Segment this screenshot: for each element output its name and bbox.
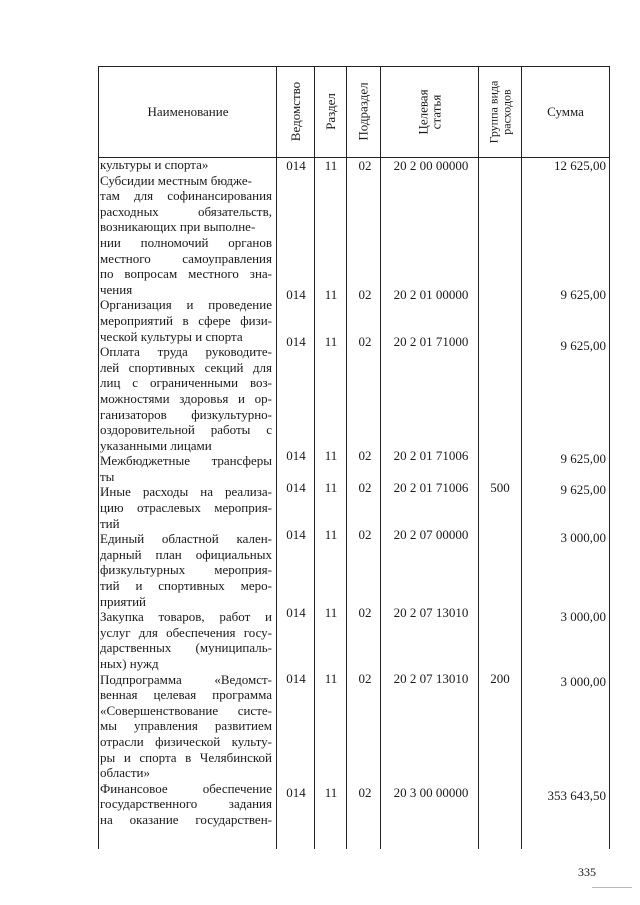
- name-line: лей спортивных секций для: [100, 359, 272, 375]
- name-line: ты: [100, 468, 115, 484]
- cell-razdel: 11: [324, 158, 338, 173]
- col-divider: [276, 66, 277, 849]
- cell-summa: 9 625,00: [560, 287, 606, 302]
- cell-celevaya: 20 2 01 00000: [393, 287, 469, 302]
- cell-gruppa: 200: [490, 671, 510, 686]
- cell-podrazdel: 02: [358, 334, 372, 349]
- cell-podrazdel: 02: [358, 785, 372, 800]
- cell-celevaya: 20 2 07 00000: [393, 527, 469, 542]
- cell-vedomstvo: 014: [286, 448, 306, 463]
- cell-gruppa: [480, 334, 520, 350]
- cell-podrazdel: 02: [358, 527, 372, 542]
- cell-vedomstvo: 014: [286, 785, 306, 800]
- name-line: Закупка товаров, работ и: [100, 609, 272, 625]
- col-divider: [314, 66, 315, 849]
- cell-razdel: 11: [324, 605, 338, 620]
- name-line: там для софинансирования: [100, 188, 272, 204]
- cell-summa: 12 625,00: [554, 158, 606, 173]
- cell-razdel: 11: [324, 671, 338, 686]
- cell-podrazdel: 02: [358, 287, 372, 302]
- cell-vedomstvo: 014: [286, 158, 306, 173]
- name-line: нии полномочий органов: [100, 234, 272, 250]
- name-line: Подпрограмма «Ведомст-: [100, 671, 272, 687]
- cell-celevaya: 20 3 00 00000: [393, 785, 469, 800]
- name-line: венная целевая программа: [100, 687, 272, 703]
- header-gruppa-vida-rashodov: Группа вида расходов: [486, 80, 513, 143]
- cell-summa: 3 000,00: [560, 530, 606, 545]
- cell-gruppa: [480, 785, 520, 801]
- name-line: указанными лицами: [100, 437, 212, 453]
- name-line: Межбюджетные трансферы: [100, 453, 272, 469]
- name-line: можностями здоровья и ор-: [100, 390, 272, 406]
- name-line: культуры и спорта»: [100, 157, 209, 172]
- cell-summa: 353 643,50: [547, 788, 606, 803]
- name-line: дарный план официальных: [100, 546, 272, 562]
- cell-gruppa: [480, 448, 520, 464]
- name-line: Единый областной кален-: [100, 531, 272, 547]
- name-line: мы управления развитием: [100, 718, 272, 734]
- name-line: Оплата труда руководите-: [100, 344, 272, 360]
- name-line: области»: [100, 765, 150, 781]
- col-divider: [521, 66, 522, 849]
- name-line: оздоровительной работы с: [100, 422, 272, 438]
- header-podrazdel: Подраздел: [356, 82, 372, 141]
- name-line: лиц с ограниченными воз-: [100, 375, 272, 391]
- cell-gruppa: [480, 287, 520, 303]
- header-name: Наименование: [147, 103, 229, 119]
- table-right-border: [609, 66, 610, 849]
- cell-vedomstvo: 014: [286, 334, 306, 349]
- name-line: ганизаторов физкультурно-: [100, 406, 272, 422]
- name-line: ры и спорта в Челябинской: [100, 749, 272, 765]
- cell-summa: 9 625,00: [560, 482, 606, 497]
- cell-celevaya: 20 2 07 13010: [393, 671, 469, 686]
- cell-celevaya: 20 2 00 00000: [393, 158, 469, 173]
- cell-vedomstvo: 014: [286, 671, 306, 686]
- cell-celevaya: 20 2 01 71006: [393, 448, 469, 463]
- cell-vedomstvo: 014: [286, 527, 306, 542]
- name-line: расходных обязательств,: [100, 203, 272, 219]
- name-line: Финансовое обеспечение: [100, 780, 272, 796]
- cell-gruppa: [480, 527, 520, 543]
- name-line: тий: [100, 515, 120, 531]
- cell-gruppa: [480, 605, 520, 621]
- cell-podrazdel: 02: [358, 605, 372, 620]
- cell-podrazdel: 02: [358, 480, 372, 495]
- cell-razdel: 11: [324, 785, 338, 800]
- cell-gruppa: 500: [490, 480, 510, 495]
- name-line: услуг для обеспечения госу-: [100, 624, 272, 640]
- name-line: физкультурных мероприя-: [100, 562, 272, 578]
- cell-razdel: 11: [324, 480, 338, 495]
- header-celevaya-statya: Целевая статья: [415, 88, 444, 135]
- header-vedomstvo: Ведомство: [288, 81, 303, 142]
- name-line: «Совершенствование систе-: [100, 702, 272, 718]
- cell-podrazdel: 02: [358, 158, 372, 173]
- name-line: отрасли физической культу-: [100, 733, 272, 749]
- cell-summa: 9 625,00: [560, 451, 606, 466]
- name-line: государственного задания: [100, 796, 272, 812]
- cell-razdel: 11: [324, 334, 338, 349]
- header-summa: Сумма: [547, 103, 584, 119]
- name-line: на оказание государствен-: [100, 811, 272, 827]
- cell-vedomstvo: 014: [286, 287, 306, 302]
- cell-celevaya: 20 2 01 71006: [393, 480, 469, 495]
- name-line: ческой культуры и спорта: [100, 328, 243, 344]
- name-line: дарственных (муниципаль-: [100, 640, 272, 656]
- name-line: мероприятий в сфере физи-: [100, 312, 272, 328]
- cell-razdel: 11: [324, 287, 338, 302]
- page-number: 335: [578, 865, 596, 879]
- col-divider: [346, 66, 347, 849]
- table-left-border: [98, 66, 99, 849]
- cell-razdel: 11: [324, 527, 338, 542]
- name-line: тий и спортивных меро-: [100, 578, 272, 594]
- cell-podrazdel: 02: [358, 448, 372, 463]
- col-divider: [478, 66, 479, 849]
- name-line: ных) нужд: [100, 656, 159, 671]
- cell-summa: 3 000,00: [560, 609, 606, 624]
- name-line: возникающих при выполне-: [100, 219, 256, 235]
- cell-celevaya: 20 2 01 71000: [393, 334, 469, 349]
- name-line: Иные расходы на реализа-: [100, 484, 272, 500]
- cell-vedomstvo: 014: [286, 605, 306, 620]
- name-line: Субсидии местным бюдже-: [100, 172, 252, 188]
- name-line: приятий: [100, 593, 146, 609]
- name-line: местного самоуправления: [100, 250, 272, 266]
- col-divider: [380, 66, 381, 849]
- name-column: [100, 157, 272, 828]
- name-line: Организация и проведение: [100, 297, 272, 313]
- cell-vedomstvo: 014: [286, 480, 306, 495]
- cell-celevaya: 20 2 07 13010: [393, 605, 469, 620]
- header-razdel: Раздел: [323, 93, 338, 130]
- cell-podrazdel: 02: [358, 671, 372, 686]
- name-line: по вопросам местного зна-: [100, 266, 272, 282]
- cell-summa: 9 625,00: [560, 338, 606, 353]
- name-line: цию отраслевых мероприя-: [100, 500, 272, 516]
- name-line: чения: [100, 281, 133, 297]
- cell-summa: 3 000,00: [560, 674, 606, 689]
- footer-rule: [592, 887, 632, 888]
- cell-gruppa: [480, 158, 520, 174]
- cell-razdel: 11: [324, 448, 338, 463]
